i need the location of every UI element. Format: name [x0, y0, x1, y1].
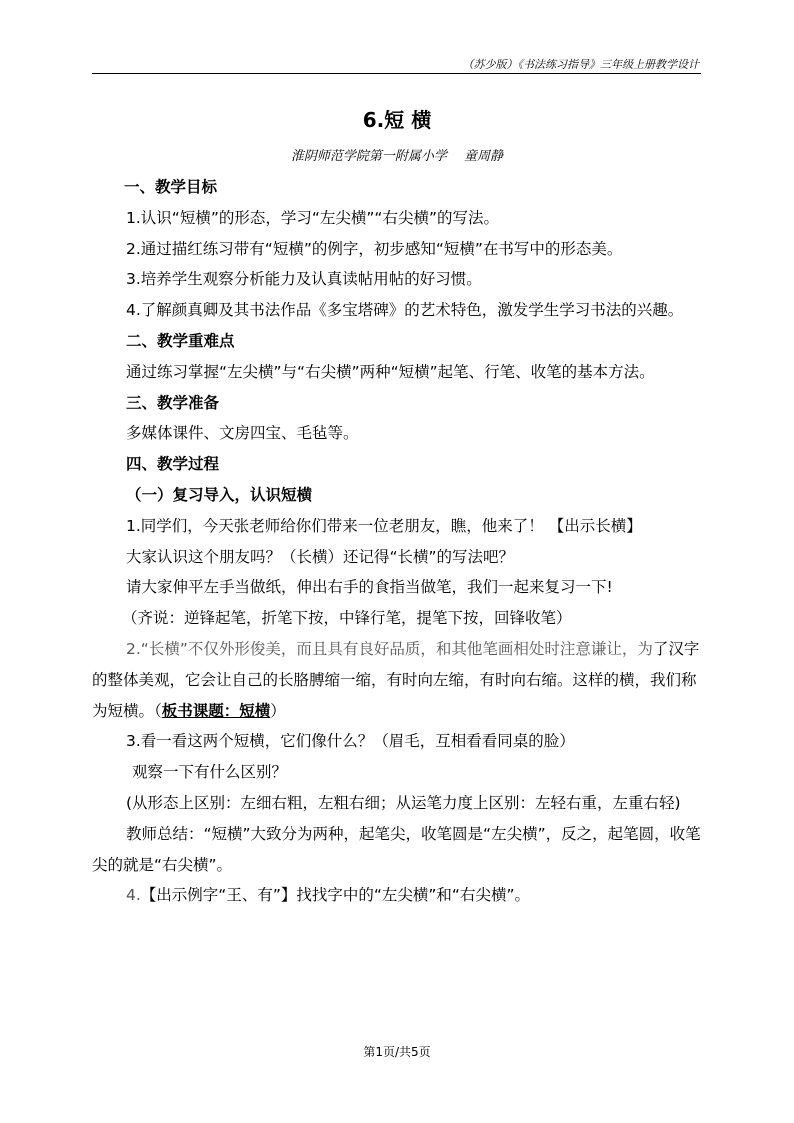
paragraph: (从形态上区别：左细右粗，左粗右细；从运笔力度上区别：左轻右重，左重右轻)	[126, 793, 681, 812]
section-heading-goals: 一、教学目标	[124, 178, 218, 196]
bracket-note: 【出示例字“王、有”】	[140, 886, 297, 905]
goal-item: 1.认识“短横”的形态，学习“左尖横”“右尖横”的写法。	[126, 208, 499, 227]
section-heading-process: 四、教学过程	[126, 455, 220, 474]
page-title: 6.短 横	[362, 108, 432, 132]
page-footer: 第1页/共5页	[363, 1045, 431, 1059]
goal-item: 4.了解颜真卿及其书法作品《多宝塔碑》的艺术特色，激发学生学习书法的兴趣。	[126, 301, 684, 320]
section-heading-keypoints: 二、教学重难点	[126, 331, 235, 350]
subsection-heading-review: （一）复习导入，认识短横	[126, 485, 313, 504]
bracket-note: 【出示长横】	[548, 516, 642, 535]
paragraph	[92, 511, 702, 542]
paragraph-text: ）	[270, 701, 286, 720]
paragraph: 3.看一看这两个短横，它们像什么？（眉毛，互相看看同桌的脸）	[126, 732, 575, 751]
page-header: （苏少版）《书法练习指导》三年级上册教学设计	[462, 58, 699, 71]
paragraph-text: 2.“长横”不仅外形俊美，而且具有良好品质，和其他笔画相处时注意谦让，为	[126, 639, 653, 658]
board-title-note: 板书课题：短横	[161, 701, 271, 720]
paragraph: 大家认识这个朋友吗？（长横）还记得“长横”的写法吧？	[126, 547, 515, 566]
keypoints-text: 通过练习掌握“左尖横”与“右尖横”两种“短横”起笔、行笔、收笔的基本方法。	[126, 362, 655, 381]
preparation-text: 多媒体课件、文房四宝、毛毡等。	[126, 424, 359, 443]
paragraph: （齐说：逆锋起笔，折笔下按，中锋行笔，提笔下按，回锋收笔）	[122, 609, 572, 628]
paragraph: 请大家伸平左手当做纸，伸出右手的食指当做笔，我们一起来复习一下!	[126, 578, 613, 597]
goal-item: 3.培养学生观察分析能力及认真读帖用帖的好习惯。	[126, 270, 482, 289]
paragraph-text: 找找字中的“左尖横”和“右尖横”。	[296, 886, 530, 905]
paragraph	[92, 634, 702, 726]
paragraph: 观察一下有什么区别？	[132, 763, 288, 782]
paragraph: 教师总结：“短横”大致分为两种，起笔尖，收笔圆是“左尖横”，反之，起笔圆，收笔尖的就是“右尖横”。	[92, 824, 701, 874]
paragraph-text: 1.同学们，今天张老师给你们带来一位老朋友，瞧，他来了！	[126, 516, 544, 535]
header-divider	[92, 73, 701, 74]
author-line: 淮阴师范学院第一附属小学 童周静	[290, 149, 504, 164]
document-body	[92, 172, 702, 911]
section-heading-preparation: 三、教学准备	[126, 393, 220, 412]
paragraph-text: 了汉字的整体美观，它会让自己的长胳膊缩一缩，有时向左缩，有时向右缩。这样的横，我们称为短横。（	[92, 639, 700, 720]
paragraph-text: 4.	[126, 886, 141, 905]
goal-item: 2.通过描红练习带有“短横”的例字，初步感知“短横”在书写中的形态美。	[126, 239, 623, 258]
paragraph	[92, 880, 702, 911]
